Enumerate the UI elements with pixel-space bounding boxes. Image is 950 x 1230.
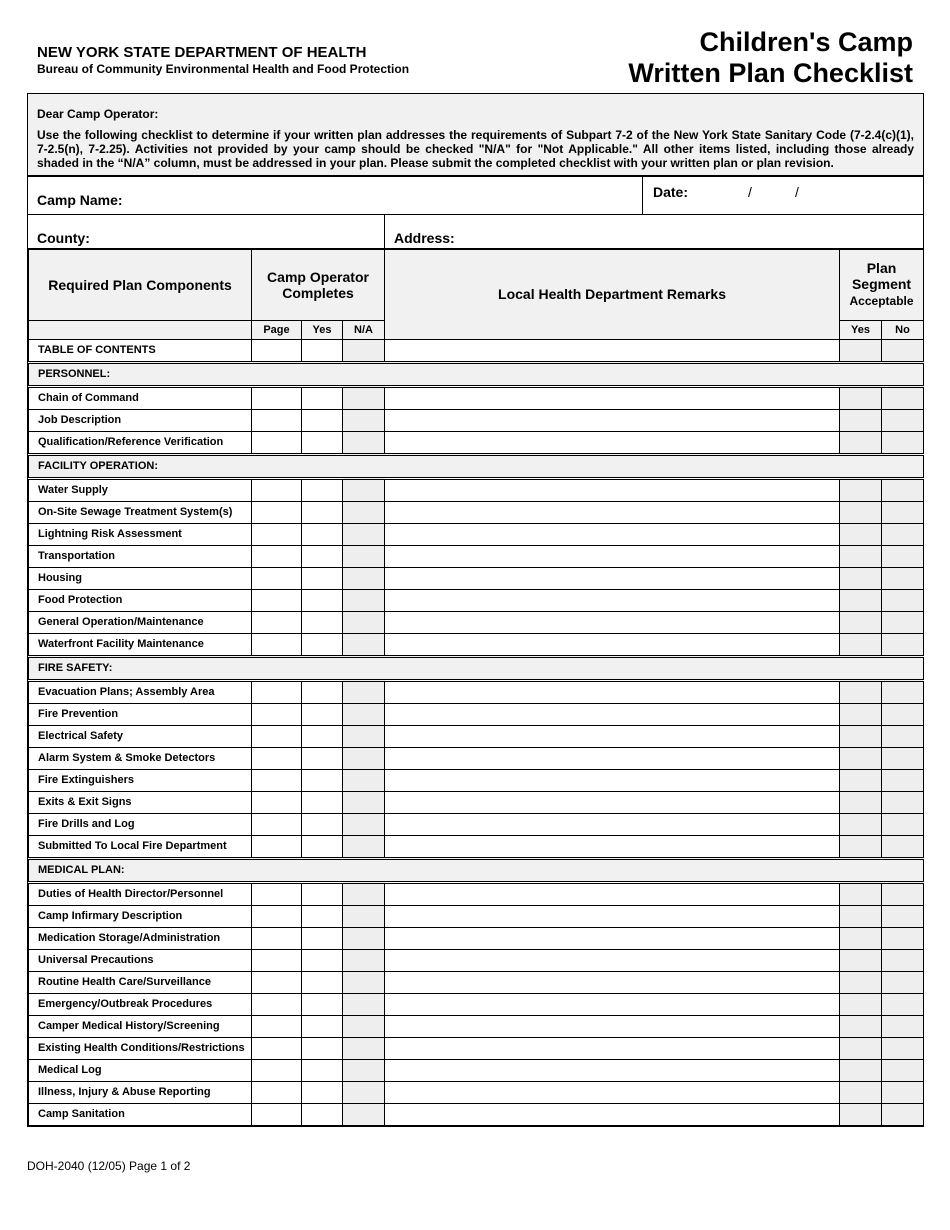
page-cell[interactable] bbox=[252, 813, 302, 835]
acceptable-no-cell[interactable] bbox=[882, 927, 924, 949]
yes-cell[interactable] bbox=[302, 927, 343, 949]
checklist-item-row bbox=[29, 971, 924, 993]
page-cell[interactable] bbox=[252, 703, 302, 725]
item-label: Fire Drills and Log bbox=[29, 813, 252, 835]
acceptable-no-cell[interactable] bbox=[882, 478, 924, 501]
item-label: TABLE OF CONTENTS bbox=[29, 339, 252, 362]
checklist-item-row bbox=[29, 611, 924, 633]
checklist-item-row bbox=[29, 680, 924, 703]
na-cell[interactable] bbox=[343, 478, 385, 501]
yes-cell[interactable] bbox=[302, 835, 343, 858]
checklist-item-row bbox=[29, 703, 924, 725]
section-header-row bbox=[29, 858, 924, 882]
remarks-cell[interactable] bbox=[385, 882, 840, 905]
remarks-cell[interactable] bbox=[385, 409, 840, 431]
acceptable-yes-cell[interactable] bbox=[840, 611, 882, 633]
page-cell[interactable] bbox=[252, 993, 302, 1015]
checklist-item-row bbox=[29, 1081, 924, 1103]
header-remarks: Local Health Department Remarks bbox=[385, 249, 840, 339]
section-header-row bbox=[29, 656, 924, 680]
checklist-item-row bbox=[29, 927, 924, 949]
page-cell[interactable] bbox=[252, 611, 302, 633]
na-cell[interactable] bbox=[343, 567, 385, 589]
na-cell[interactable] bbox=[343, 386, 385, 409]
page-cell[interactable] bbox=[252, 633, 302, 656]
acceptable-yes-cell[interactable] bbox=[840, 769, 882, 791]
na-cell[interactable] bbox=[343, 1037, 385, 1059]
yes-cell[interactable] bbox=[302, 1015, 343, 1037]
item-label: Qualification/Reference Verification bbox=[29, 431, 252, 454]
item-label: Routine Health Care/Surveillance bbox=[29, 971, 252, 993]
instructions: Use the following checklist to determine if your written plan addresses the requirements of Subpart 7-2 of the New York State Sanitary Code (7-2.4(c)(1), 7-2.5(n), 7-2.25). Activities not provided by your camp should be checked "N/A" for "Not Applicable." All other items listed, including those already shaded in the “N/A” column, must be addressed in your plan. Please submit the completed checklist with your written plan or plan revision. bbox=[37, 128, 914, 170]
item-label: Housing bbox=[29, 567, 252, 589]
acceptable-yes-cell[interactable] bbox=[840, 589, 882, 611]
item-label: Fire Extinguishers bbox=[29, 769, 252, 791]
acceptable-no-cell[interactable] bbox=[882, 409, 924, 431]
item-label: Waterfront Facility Maintenance bbox=[29, 633, 252, 656]
page-cell[interactable] bbox=[252, 1037, 302, 1059]
yes-cell[interactable] bbox=[302, 431, 343, 454]
form-title bbox=[628, 27, 913, 89]
page-cell[interactable] bbox=[252, 589, 302, 611]
yes-cell[interactable] bbox=[302, 813, 343, 835]
remarks-cell[interactable] bbox=[385, 633, 840, 656]
item-label: Emergency/Outbreak Procedures bbox=[29, 993, 252, 1015]
acceptable-no-cell[interactable] bbox=[882, 747, 924, 769]
checklist-item-row bbox=[29, 339, 924, 362]
acceptable-no-cell[interactable] bbox=[882, 949, 924, 971]
checklist-item-row bbox=[29, 633, 924, 656]
yes-cell[interactable] bbox=[302, 791, 343, 813]
remarks-cell[interactable] bbox=[385, 835, 840, 858]
na-cell[interactable] bbox=[343, 769, 385, 791]
checklist-item-row bbox=[29, 501, 924, 523]
page-cell[interactable] bbox=[252, 725, 302, 747]
page-cell[interactable] bbox=[252, 769, 302, 791]
agency-name: NEW YORK STATE DEPARTMENT OF HEALTH bbox=[37, 44, 367, 61]
page-cell[interactable] bbox=[252, 386, 302, 409]
yes-cell[interactable] bbox=[302, 769, 343, 791]
item-label: Food Protection bbox=[29, 589, 252, 611]
na-cell[interactable] bbox=[343, 339, 385, 362]
acceptable-yes-cell[interactable] bbox=[840, 949, 882, 971]
page-cell[interactable] bbox=[252, 567, 302, 589]
acceptable-yes-cell[interactable] bbox=[840, 431, 882, 454]
checklist-item-row bbox=[29, 589, 924, 611]
yes-cell[interactable] bbox=[302, 386, 343, 409]
item-label: General Operation/Maintenance bbox=[29, 611, 252, 633]
yes-cell[interactable] bbox=[302, 523, 343, 545]
date-label: Date: bbox=[653, 184, 689, 200]
checklist-item-row bbox=[29, 409, 924, 431]
remarks-cell[interactable] bbox=[385, 971, 840, 993]
page-cell[interactable] bbox=[252, 431, 302, 454]
checklist-item-row bbox=[29, 478, 924, 501]
acceptable-yes-cell[interactable] bbox=[840, 905, 882, 927]
acceptable-no-cell[interactable] bbox=[882, 501, 924, 523]
acceptable-yes-cell[interactable] bbox=[840, 1081, 882, 1103]
remarks-cell[interactable] bbox=[385, 611, 840, 633]
acceptable-no-cell[interactable] bbox=[882, 589, 924, 611]
yes-cell[interactable] bbox=[302, 501, 343, 523]
remarks-cell[interactable] bbox=[385, 769, 840, 791]
header-yes: Yes bbox=[302, 320, 343, 339]
item-label: Lightning Risk Assessment bbox=[29, 523, 252, 545]
remarks-cell[interactable] bbox=[385, 523, 840, 545]
header-acceptable-yes: Yes bbox=[840, 320, 882, 339]
acceptable-no-cell[interactable] bbox=[882, 1037, 924, 1059]
acceptable-no-cell[interactable] bbox=[882, 633, 924, 656]
yes-cell[interactable] bbox=[302, 1103, 343, 1125]
yes-cell[interactable] bbox=[302, 747, 343, 769]
acceptable-yes-cell[interactable] bbox=[840, 835, 882, 858]
section-title: MEDICAL PLAN: bbox=[29, 858, 924, 882]
page-cell[interactable] bbox=[252, 409, 302, 431]
header-plan-segment bbox=[840, 249, 924, 320]
acceptable-yes-cell[interactable] bbox=[840, 882, 882, 905]
yes-cell[interactable] bbox=[302, 478, 343, 501]
remarks-cell[interactable] bbox=[385, 501, 840, 523]
item-label: Medication Storage/Administration bbox=[29, 927, 252, 949]
acceptable-yes-cell[interactable] bbox=[840, 1103, 882, 1125]
checklist-item-row bbox=[29, 813, 924, 835]
intro-panel bbox=[28, 94, 923, 177]
acceptable-no-cell[interactable] bbox=[882, 431, 924, 454]
remarks-cell[interactable] bbox=[385, 567, 840, 589]
greeting: Dear Camp Operator: bbox=[37, 107, 159, 121]
na-cell[interactable] bbox=[343, 1059, 385, 1081]
item-label: Camp Infirmary Description bbox=[29, 905, 252, 927]
page-cell[interactable] bbox=[252, 339, 302, 362]
item-label: Alarm System & Smoke Detectors bbox=[29, 747, 252, 769]
checklist-item-row bbox=[29, 949, 924, 971]
acceptable-yes-cell[interactable] bbox=[840, 993, 882, 1015]
county-field[interactable] bbox=[28, 215, 385, 248]
address-label: Address: bbox=[394, 230, 455, 246]
na-cell[interactable] bbox=[343, 431, 385, 454]
remarks-cell[interactable] bbox=[385, 949, 840, 971]
section-title: FIRE SAFETY: bbox=[29, 656, 924, 680]
page-cell[interactable] bbox=[252, 835, 302, 858]
checklist-item-row bbox=[29, 882, 924, 905]
yes-cell[interactable] bbox=[302, 1037, 343, 1059]
header-plan-label: Plan Segment bbox=[851, 260, 912, 293]
remarks-cell[interactable] bbox=[385, 386, 840, 409]
remarks-cell[interactable] bbox=[385, 1037, 840, 1059]
yes-cell[interactable] bbox=[302, 611, 343, 633]
camp-name-field[interactable] bbox=[28, 177, 643, 214]
acceptable-yes-cell[interactable] bbox=[840, 567, 882, 589]
date-field[interactable] bbox=[643, 177, 923, 214]
yes-cell[interactable] bbox=[302, 882, 343, 905]
na-cell[interactable] bbox=[343, 725, 385, 747]
yes-cell[interactable] bbox=[302, 949, 343, 971]
acceptable-no-cell[interactable] bbox=[882, 813, 924, 835]
remarks-cell[interactable] bbox=[385, 993, 840, 1015]
page-cell[interactable] bbox=[252, 747, 302, 769]
remarks-cell[interactable] bbox=[385, 589, 840, 611]
header-required-components: Required Plan Components bbox=[29, 249, 252, 320]
acceptable-yes-cell[interactable] bbox=[840, 1059, 882, 1081]
acceptable-no-cell[interactable] bbox=[882, 905, 924, 927]
checklist-item-row bbox=[29, 523, 924, 545]
camp-date-row bbox=[28, 177, 923, 215]
checklist-item-row bbox=[29, 545, 924, 567]
acceptable-no-cell[interactable] bbox=[882, 386, 924, 409]
acceptable-no-cell[interactable] bbox=[882, 567, 924, 589]
page-cell[interactable] bbox=[252, 478, 302, 501]
item-label: Camper Medical History/Screening bbox=[29, 1015, 252, 1037]
page-cell[interactable] bbox=[252, 1103, 302, 1125]
na-cell[interactable] bbox=[343, 545, 385, 567]
acceptable-yes-cell[interactable] bbox=[840, 971, 882, 993]
remarks-cell[interactable] bbox=[385, 339, 840, 362]
item-label: Medical Log bbox=[29, 1059, 252, 1081]
acceptable-yes-cell[interactable] bbox=[840, 501, 882, 523]
checklist-body bbox=[29, 339, 924, 1125]
date-separator: / bbox=[748, 184, 752, 200]
remarks-cell[interactable] bbox=[385, 725, 840, 747]
header-page: Page bbox=[252, 320, 302, 339]
yes-cell[interactable] bbox=[302, 905, 343, 927]
yes-cell[interactable] bbox=[302, 993, 343, 1015]
item-label: Electrical Safety bbox=[29, 725, 252, 747]
yes-cell[interactable] bbox=[302, 633, 343, 656]
acceptable-no-cell[interactable] bbox=[882, 835, 924, 858]
remarks-cell[interactable] bbox=[385, 905, 840, 927]
na-cell[interactable] bbox=[343, 611, 385, 633]
item-label: Transportation bbox=[29, 545, 252, 567]
checklist-item-row bbox=[29, 747, 924, 769]
acceptable-no-cell[interactable] bbox=[882, 882, 924, 905]
checklist-form bbox=[27, 93, 924, 1127]
bureau-name: Bureau of Community Environmental Health and Food Protection bbox=[37, 62, 410, 76]
page-cell[interactable] bbox=[252, 501, 302, 523]
checklist-item-row bbox=[29, 791, 924, 813]
acceptable-yes-cell[interactable] bbox=[840, 791, 882, 813]
acceptable-yes-cell[interactable] bbox=[840, 339, 882, 362]
checklist-item-row bbox=[29, 1059, 924, 1081]
acceptable-no-cell[interactable] bbox=[882, 769, 924, 791]
na-cell[interactable] bbox=[343, 680, 385, 703]
na-cell[interactable] bbox=[343, 971, 385, 993]
header-acceptable-label: Acceptable bbox=[849, 294, 914, 309]
acceptable-yes-cell[interactable] bbox=[840, 1037, 882, 1059]
checklist-item-row bbox=[29, 1103, 924, 1125]
remarks-cell[interactable] bbox=[385, 680, 840, 703]
acceptable-yes-cell[interactable] bbox=[840, 813, 882, 835]
remarks-cell[interactable] bbox=[385, 1081, 840, 1103]
na-cell[interactable] bbox=[343, 813, 385, 835]
form-footer: DOH-2040 (12/05) Page 1 of 2 bbox=[27, 1159, 191, 1173]
acceptable-no-cell[interactable] bbox=[882, 523, 924, 545]
item-label: Evacuation Plans; Assembly Area bbox=[29, 680, 252, 703]
section-header-row bbox=[29, 362, 924, 386]
page-cell[interactable] bbox=[252, 791, 302, 813]
yes-cell[interactable] bbox=[302, 567, 343, 589]
item-label: Illness, Injury & Abuse Reporting bbox=[29, 1081, 252, 1103]
county-label: County: bbox=[37, 230, 90, 246]
checklist-item-row bbox=[29, 386, 924, 409]
remarks-cell[interactable] bbox=[385, 927, 840, 949]
item-label: Chain of Command bbox=[29, 386, 252, 409]
remarks-cell[interactable] bbox=[385, 791, 840, 813]
form-title-line2: Written Plan Checklist bbox=[628, 58, 913, 88]
acceptable-yes-cell[interactable] bbox=[840, 633, 882, 656]
checklist-item-row bbox=[29, 905, 924, 927]
item-label: Universal Precautions bbox=[29, 949, 252, 971]
checklist-item-row bbox=[29, 1037, 924, 1059]
camp-name-label: Camp Name: bbox=[37, 192, 123, 208]
item-label: On-Site Sewage Treatment System(s) bbox=[29, 501, 252, 523]
header-operator-completes: Camp Operator Completes bbox=[252, 249, 385, 320]
na-cell[interactable] bbox=[343, 791, 385, 813]
yes-cell[interactable] bbox=[302, 589, 343, 611]
na-cell[interactable] bbox=[343, 501, 385, 523]
checklist-item-row bbox=[29, 725, 924, 747]
na-cell[interactable] bbox=[343, 1081, 385, 1103]
item-label: Exits & Exit Signs bbox=[29, 791, 252, 813]
remarks-cell[interactable] bbox=[385, 431, 840, 454]
acceptable-yes-cell[interactable] bbox=[840, 927, 882, 949]
date-separator: / bbox=[795, 184, 799, 200]
acceptable-no-cell[interactable] bbox=[882, 971, 924, 993]
acceptable-no-cell[interactable] bbox=[882, 1015, 924, 1037]
item-label: Camp Sanitation bbox=[29, 1103, 252, 1125]
section-header-row bbox=[29, 454, 924, 478]
na-cell[interactable] bbox=[343, 409, 385, 431]
yes-cell[interactable] bbox=[302, 409, 343, 431]
na-cell[interactable] bbox=[343, 1103, 385, 1125]
section-title: FACILITY OPERATION: bbox=[29, 454, 924, 478]
na-cell[interactable] bbox=[343, 905, 385, 927]
remarks-cell[interactable] bbox=[385, 703, 840, 725]
acceptable-no-cell[interactable] bbox=[882, 339, 924, 362]
yes-cell[interactable] bbox=[302, 545, 343, 567]
acceptable-yes-cell[interactable] bbox=[840, 747, 882, 769]
acceptable-yes-cell[interactable] bbox=[840, 478, 882, 501]
page-cell[interactable] bbox=[252, 545, 302, 567]
na-cell[interactable] bbox=[343, 927, 385, 949]
header-na: N/A bbox=[343, 320, 385, 339]
page-cell[interactable] bbox=[252, 1015, 302, 1037]
acceptable-yes-cell[interactable] bbox=[840, 523, 882, 545]
checklist-table bbox=[28, 248, 924, 1126]
form-title-line1: Children's Camp bbox=[699, 27, 913, 57]
header-blank bbox=[29, 320, 252, 339]
yes-cell[interactable] bbox=[302, 680, 343, 703]
page-cell[interactable] bbox=[252, 1081, 302, 1103]
na-cell[interactable] bbox=[343, 835, 385, 858]
remarks-cell[interactable] bbox=[385, 1103, 840, 1125]
acceptable-yes-cell[interactable] bbox=[840, 386, 882, 409]
page-cell[interactable] bbox=[252, 949, 302, 971]
yes-cell[interactable] bbox=[302, 703, 343, 725]
page-cell[interactable] bbox=[252, 927, 302, 949]
yes-cell[interactable] bbox=[302, 971, 343, 993]
yes-cell[interactable] bbox=[302, 1081, 343, 1103]
na-cell[interactable] bbox=[343, 747, 385, 769]
remarks-cell[interactable] bbox=[385, 478, 840, 501]
page-cell[interactable] bbox=[252, 1059, 302, 1081]
acceptable-no-cell[interactable] bbox=[882, 545, 924, 567]
acceptable-no-cell[interactable] bbox=[882, 993, 924, 1015]
remarks-cell[interactable] bbox=[385, 813, 840, 835]
acceptable-no-cell[interactable] bbox=[882, 703, 924, 725]
acceptable-no-cell[interactable] bbox=[882, 791, 924, 813]
acceptable-yes-cell[interactable] bbox=[840, 1015, 882, 1037]
item-label: Existing Health Conditions/Restrictions bbox=[29, 1037, 252, 1059]
remarks-cell[interactable] bbox=[385, 1015, 840, 1037]
checklist-item-row bbox=[29, 1015, 924, 1037]
na-cell[interactable] bbox=[343, 633, 385, 656]
page-cell[interactable] bbox=[252, 882, 302, 905]
na-cell[interactable] bbox=[343, 949, 385, 971]
header-acceptable-no: No bbox=[882, 320, 924, 339]
page-cell[interactable] bbox=[252, 680, 302, 703]
header-agency-block bbox=[37, 44, 409, 76]
item-label: Submitted To Local Fire Department bbox=[29, 835, 252, 858]
checklist-item-row bbox=[29, 835, 924, 858]
page-cell[interactable] bbox=[252, 971, 302, 993]
checklist-item-row bbox=[29, 567, 924, 589]
section-title: PERSONNEL: bbox=[29, 362, 924, 386]
remarks-cell[interactable] bbox=[385, 1059, 840, 1081]
item-label: Duties of Health Director/Personnel bbox=[29, 882, 252, 905]
page-cell[interactable] bbox=[252, 905, 302, 927]
acceptable-no-cell[interactable] bbox=[882, 1081, 924, 1103]
yes-cell[interactable] bbox=[302, 1059, 343, 1081]
na-cell[interactable] bbox=[343, 589, 385, 611]
remarks-cell[interactable] bbox=[385, 545, 840, 567]
acceptable-yes-cell[interactable] bbox=[840, 680, 882, 703]
item-label: Job Description bbox=[29, 409, 252, 431]
acceptable-yes-cell[interactable] bbox=[840, 725, 882, 747]
na-cell[interactable] bbox=[343, 882, 385, 905]
acceptable-no-cell[interactable] bbox=[882, 725, 924, 747]
checklist-item-row bbox=[29, 993, 924, 1015]
na-cell[interactable] bbox=[343, 993, 385, 1015]
na-cell[interactable] bbox=[343, 703, 385, 725]
remarks-cell[interactable] bbox=[385, 747, 840, 769]
na-cell[interactable] bbox=[343, 1015, 385, 1037]
yes-cell[interactable] bbox=[302, 339, 343, 362]
checklist-item-row bbox=[29, 769, 924, 791]
acceptable-yes-cell[interactable] bbox=[840, 703, 882, 725]
item-label: Fire Prevention bbox=[29, 703, 252, 725]
address-field[interactable] bbox=[385, 215, 923, 248]
acceptable-no-cell[interactable] bbox=[882, 680, 924, 703]
acceptable-yes-cell[interactable] bbox=[840, 545, 882, 567]
item-label: Water Supply bbox=[29, 478, 252, 501]
checklist-item-row bbox=[29, 431, 924, 454]
acceptable-yes-cell[interactable] bbox=[840, 409, 882, 431]
yes-cell[interactable] bbox=[302, 725, 343, 747]
county-address-row bbox=[28, 215, 923, 248]
page-cell[interactable] bbox=[252, 523, 302, 545]
acceptable-no-cell[interactable] bbox=[882, 1059, 924, 1081]
acceptable-no-cell[interactable] bbox=[882, 611, 924, 633]
na-cell[interactable] bbox=[343, 523, 385, 545]
acceptable-no-cell[interactable] bbox=[882, 1103, 924, 1125]
